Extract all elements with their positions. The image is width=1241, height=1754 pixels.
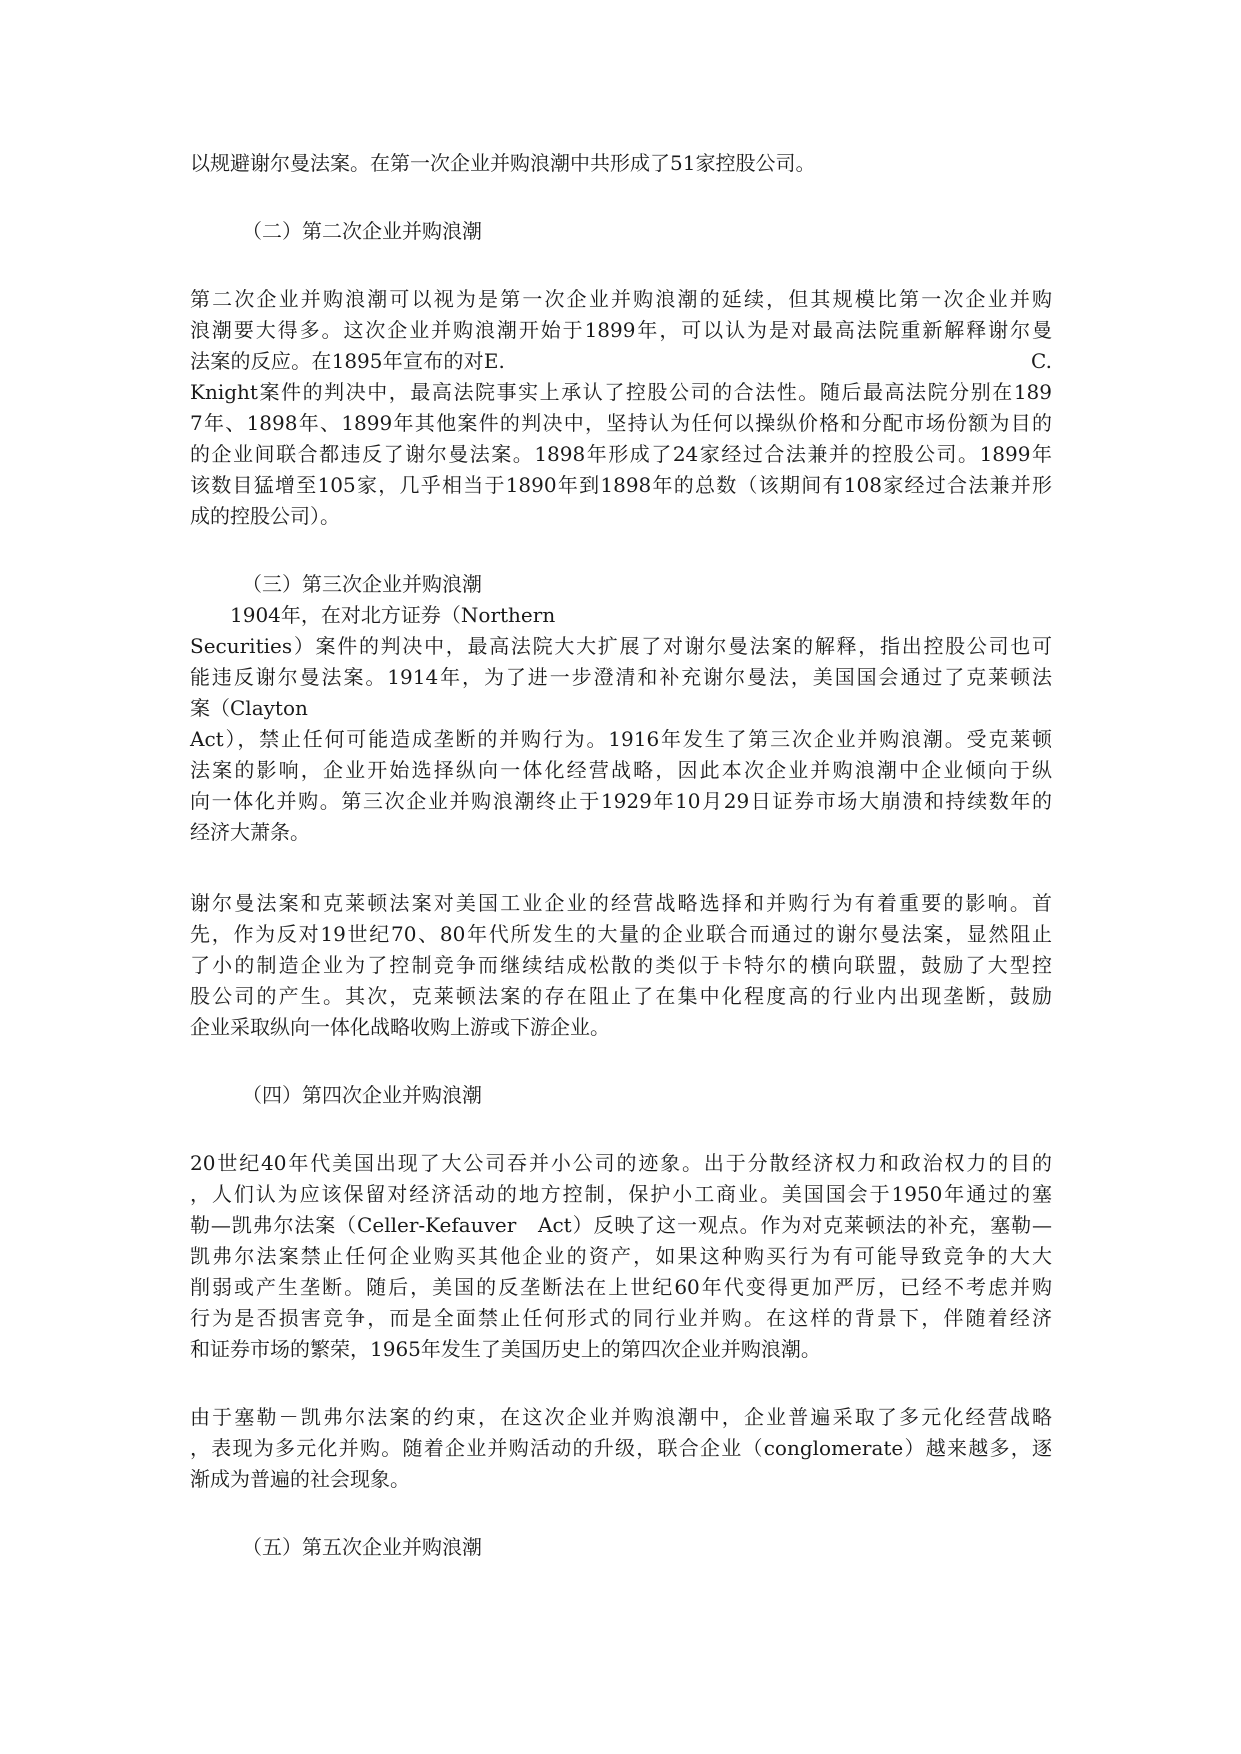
paragraph-line: 了小的制造企业为了控制竞争而继续结成松散的类似于卡特尔的横向联盟，鼓励了大型控 bbox=[190, 953, 1052, 977]
paragraph-line: 7年、1898年、1899年其他案件的判决中，坚持认为任何以操纵价格和分配市场份额为目的 bbox=[190, 411, 1052, 435]
paragraph-line: 削弱或产生垄断。随后，美国的反垄断法在上世纪60年代变得更加严厉，已经不考虑并购 bbox=[190, 1275, 1052, 1299]
paragraph-line: 行为是否损害竞争，而是全面禁止任何形式的同行业并购。在这样的背景下，伴随着经济 bbox=[190, 1306, 1052, 1330]
paragraph-line: ，人们认为应该保留对经济活动的地方控制，保护小工商业。美国国会于1950年通过的塞 bbox=[190, 1182, 1052, 1206]
paragraph-line: 能违反谢尔曼法案。1914年，为了进一步澄清和补充谢尔曼法，美国国会通过了克莱顿法 bbox=[190, 665, 1052, 689]
paragraph-line: 经济大萧条。 bbox=[190, 820, 310, 844]
paragraph-line: 该数目猛增至105家，几乎相当于1890年到1898年的总数（该期间有108家经过合法兼并形 bbox=[190, 473, 1052, 497]
paragraph-third-wave bbox=[190, 600, 1052, 848]
paragraph-line: 向一体化并购。第三次企业并购浪潮终止于1929年10月29日证券市场大崩溃和持续数年的 bbox=[190, 789, 1052, 813]
paragraph-line: 以规避谢尔曼法案。在第一次企业并购浪潮中共形成了51家控股公司。 bbox=[190, 151, 816, 175]
paragraph-line: 企业采取纵向一体化战略收购上游或下游企业。 bbox=[190, 1015, 610, 1039]
paragraph-diversification bbox=[190, 1402, 1052, 1495]
paragraph-line: 股公司的产生。其次，克莱顿法案的存在阻止了在集中化程度高的行业内出现垄断，鼓励 bbox=[190, 984, 1052, 1008]
paragraph-line: 凯弗尔法案禁止任何企业购买其他企业的资产，如果这种购买行为有可能导致竞争的大大 bbox=[190, 1244, 1052, 1268]
section-heading-2: （二）第二次企业并购浪潮 bbox=[242, 219, 482, 243]
section-heading-4: （四）第四次企业并购浪潮 bbox=[242, 1083, 482, 1107]
paragraph-line: Act），禁止任何可能造成垄断的并购行为。1916年发生了第三次企业并购浪潮。受克莱顿 bbox=[190, 727, 1052, 751]
paragraph-line: 先，作为反对19世纪70、80年代所发生的大量的企业联合而通过的谢尔曼法案，显然阻止 bbox=[190, 922, 1052, 946]
paragraph-line: 的企业间联合都违反了谢尔曼法案。1898年形成了24家经过合法兼并的控股公司。1899年 bbox=[190, 442, 1052, 466]
paragraph-second-wave bbox=[190, 284, 1052, 532]
paragraph-line: 勒—凯弗尔法案（Celler-Kefauver Act）反映了这一观点。作为对克莱顿法的补充，塞勒— bbox=[190, 1213, 1052, 1237]
paragraph-line: 法案的反应。在1895年宣布的对E. C. bbox=[190, 349, 1052, 373]
paragraph-line: 案（Clayton bbox=[190, 696, 308, 720]
section-heading-3: （三）第三次企业并购浪潮 bbox=[242, 572, 482, 596]
paragraph-line: 浪潮要大得多。这次企业并购浪潮开始于1899年，可以认为是对最高法院重新解释谢尔曼 bbox=[190, 318, 1052, 342]
paragraph-antitrust-influence bbox=[190, 888, 1052, 1043]
document-body bbox=[190, 148, 1052, 1563]
paragraph-line: 和证券市场的繁荣，1965年发生了美国历史上的第四次企业并购浪潮。 bbox=[190, 1337, 821, 1361]
paragraph-line: ，表现为多元化并购。随着企业并购活动的升级，联合企业（conglomerate）越来越多，逐 bbox=[190, 1436, 1052, 1460]
paragraph-line: 1904年，在对北方证券（Northern bbox=[230, 603, 556, 627]
paragraph-line: 谢尔曼法案和克莱顿法案对美国工业企业的经营战略选择和并购行为有着重要的影响。首 bbox=[190, 891, 1052, 915]
paragraph-line: 渐成为普遍的社会现象。 bbox=[190, 1467, 410, 1491]
paragraph-line: 由于塞勒－凯弗尔法案的约束，在这次企业并购浪潮中，企业普遍采取了多元化经营战略 bbox=[190, 1405, 1052, 1429]
paragraph-line: Knight案件的判决中，最高法院事实上承认了控股公司的合法性。随后最高法院分别在189 bbox=[190, 380, 1052, 404]
section-heading-5: （五）第五次企业并购浪潮 bbox=[242, 1535, 482, 1559]
paragraph-line: 成的控股公司）。 bbox=[190, 504, 340, 528]
paragraph-line: 20世纪40年代美国出现了大公司吞并小公司的迹象。出于分散经济权力和政治权力的目的 bbox=[190, 1151, 1052, 1175]
paragraph-line: 第二次企业并购浪潮可以视为是第一次企业并购浪潮的延续，但其规模比第一次企业并购 bbox=[190, 287, 1052, 311]
paragraph-line: 法案的影响，企业开始选择纵向一体化经营战略，因此本次企业并购浪潮中企业倾向于纵 bbox=[190, 758, 1052, 782]
paragraph-fourth-wave bbox=[190, 1148, 1052, 1365]
paragraph-line: Securities）案件的判决中，最高法院大大扩展了对谢尔曼法案的解释，指出控股公司也可 bbox=[190, 634, 1052, 658]
